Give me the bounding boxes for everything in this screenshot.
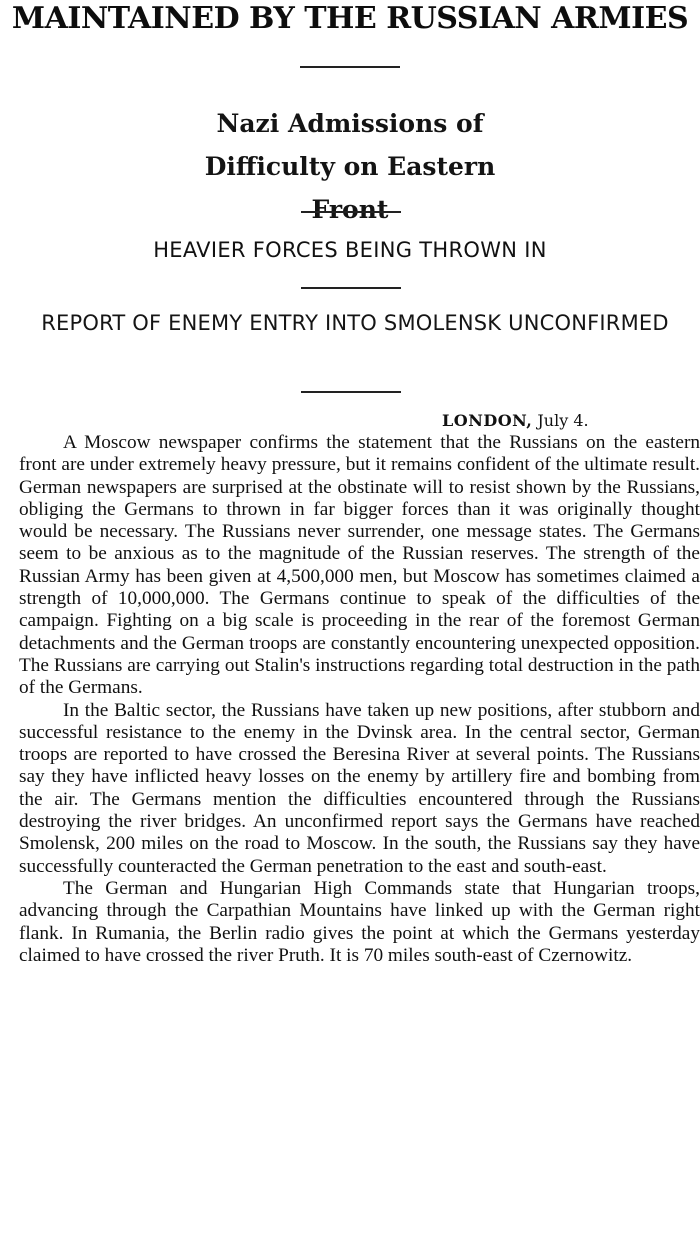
subhead-report-smolensk: REPORT OF ENEMY ENTRY INTO SMOLENSK UNCONFIRMED <box>41 311 669 335</box>
subhead-heavier-forces: HEAVIER FORCES BEING THROWN IN <box>153 238 547 262</box>
rule-2 <box>301 211 401 213</box>
subhead-nazi-admissions: Nazi Admissions of Difficulty on Eastern Front <box>204 109 496 224</box>
article-paragraph-2: In the Baltic sector, the Russians have taken up new positions, after stubborn and successful resistance to the enemy in the Dvinsk area. In the central sector, German troops are reported to have crossed the Beresina River at several points. The Russians say they have inflicted heavy losses on the enemy by artillery fire and bombing from the air. The Germans mention the difficulties encountered through the Russians destroying the river bridges. An unconfirmed report says the Germans have reached Smolensk, 200 miles on the road to Moscow. In the south, the Russians say they have successfully counteracted the German penetration to the east and south-east. <box>19 699 700 877</box>
rule-3 <box>301 287 401 289</box>
dateline-city: LONDON, <box>442 411 533 430</box>
headline: MAINTAINED BY THE RUSSIAN ARMIES <box>11 1 689 36</box>
article-body <box>19 432 700 967</box>
rule-4 <box>301 391 401 393</box>
dateline <box>442 410 589 432</box>
rule-1 <box>300 66 400 68</box>
article-paragraph-1: A Moscow newspaper confirms the statement that the Russians on the eastern front are under extremely heavy pressure, but it remains confident of the ultimate result. German newspapers are surprised at the obstinate will to resist shown by the Russians, obliging the Germans to thrown in far bigger forces than it was originally thought would be necessary. The Russians never surrender, one message states. The Germans seem to be anxious as to the magnitude of the Russian reserves. The strength of the Russian Army has been given at 4,500,000 men, but Moscow has sometimes claimed a strength of 10,000,000. The Germans continue to speak of the difficulties of the campaign. Fighting on a big scale is proceeding in the rear of the foremost German detachments and the German troops are constantly encountering unexpected opposition. The Russians are carrying out Stalin's instructions regarding total destruction in the path of the Germans. <box>19 432 700 699</box>
article-paragraph-3: The German and Hungarian High Commands state that Hungarian troops, advancing through the Carpathian Mountains have linked up with the German right flank. In Rumania, the Berlin radio gives the point at which the Germans yesterday claimed to have crossed the river Pruth. It is 70 miles south-east of Czernowitz. <box>19 877 700 966</box>
dateline-date: July 4. <box>537 411 589 430</box>
